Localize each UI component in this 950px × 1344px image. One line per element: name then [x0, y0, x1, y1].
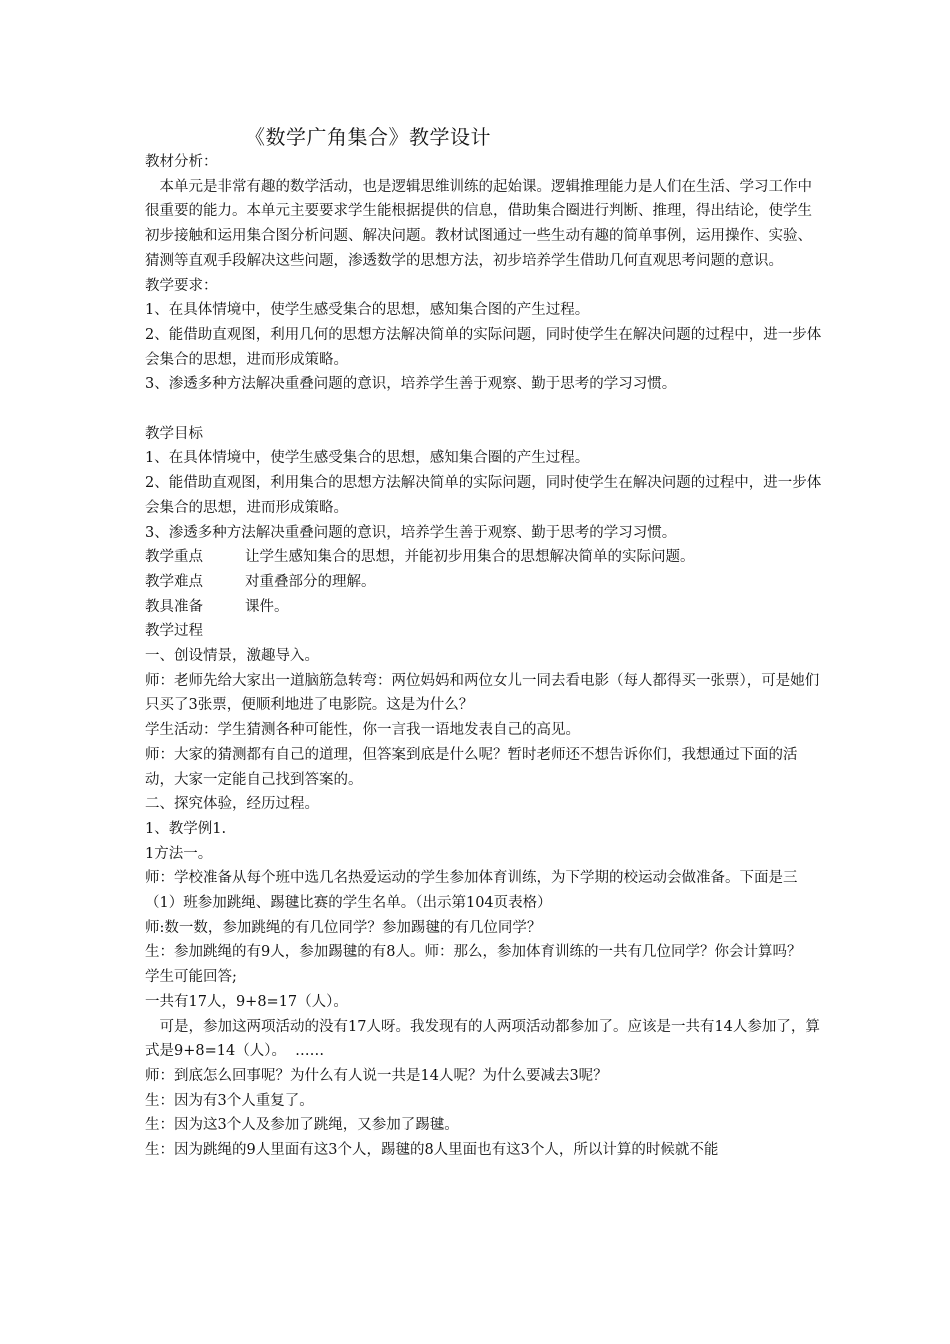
key-points-row	[145, 545, 825, 570]
analysis-heading: 教材分析：	[145, 154, 218, 170]
process-indented-paragraph: 可是，参加这两项活动的没有17人呀。我发现有的人两项活动都参加了。应该是一共有14人参加了，算式是9+8=14（人）。 ……	[145, 1018, 820, 1060]
requirement-item: 1、在具体情境中，使学生感受集合的思想，感知集合图的产生过程。	[145, 302, 590, 319]
document-title: 《数学广角集合》教学设计	[245, 125, 491, 149]
process-line: 1、教学例1.	[145, 820, 227, 837]
tools-label: 教具准备	[145, 598, 203, 615]
difficulty-row	[145, 570, 825, 595]
process-line: 师：学校准备从每个班中选几名热爱运动的学生参加体育训练，为下学期的校运动会做准备。下面是三（1）班参加跳绳、踢毽比赛的学生名单。（出示第104页表格）	[145, 870, 798, 912]
goal-item: 3、渗透多种方法解决重叠问题的意识，培养学生善于观察、勤于思考的学习习惯。	[145, 524, 677, 541]
process-line: 师：到底怎么回事呢？为什么有人说一共是14人呢？为什么要减去3呢？	[145, 1068, 608, 1084]
process-line: 师：大家的猜测都有自己的道理，但答案到底是什么呢？暂时老师还不想告诉你们，我想通过下面的活动，大家一定能自己找到答案的。	[145, 746, 798, 788]
tools-text: 课件。	[245, 598, 289, 615]
process-line: 师：老师先给大家出一道脑筋急转弯：两位妈妈和两位女儿一同去看电影（每人都得买一张票），可是她们只买了3张票，便顺利地进了电影院。这是为什么？	[145, 672, 820, 714]
requirement-item: 2、能借助直观图，利用几何的思想方法解决简单的实际问题，同时使学生在解决问题的过程中，进一步体会集合的思想，进而形成策略。	[145, 326, 822, 368]
process-line: 学生可能回答;	[145, 969, 237, 986]
tools-row	[145, 595, 825, 620]
goal-item: 1、在具体情境中，使学生感受集合的思想，感知集合圈的产生过程。	[145, 450, 590, 467]
key-points-text: 让学生感知集合的思想，并能初步用集合的思想解决简单的实际问题。	[245, 549, 695, 566]
analysis-text: 本单元是非常有趣的数学活动，也是逻辑思维训练的起始课。逻辑推理能力是人们在生活、学习工作中很重要的能力。本单元主要要求学生能根据提供的信息，借助集合圈进行判断、推理，得出结论，使学生初步接触和运用集合图分析问题、解决问题。教材试图通过一些生动有趣的简单事例，运用操作、实验、猜测等直观手段解决这些问题，渗透数学的思想方法，初步培养学生借助几何直观思考问题的意识。	[145, 178, 812, 269]
process-line: 二、探究体验，经历过程。	[145, 796, 319, 813]
difficulty-text: 对重叠部分的理解。	[245, 573, 376, 590]
process-line: 生：因为这3个人及参加了跳绳，又参加了踢毽。	[145, 1117, 459, 1134]
goal-item: 2、能借助直观图，利用集合的思想方法解决简单的实际问题，同时使学生在解决问题的过程中，进一步体会集合的思想，进而形成策略。	[145, 475, 822, 516]
process-line: 生：因为跳绳的9人里面有这3个人，踢毽的8人里面也有这3个人，所以计算的时候就不能	[145, 1142, 719, 1159]
process-line: 生：因为有3个人重复了。	[145, 1092, 314, 1109]
requirement-item: 3、渗透多种方法解决重叠问题的意识，培养学生善于观察、勤于思考的学习习惯。	[145, 376, 677, 393]
blank-line	[145, 397, 825, 422]
process-line: 学生活动：学生猜测各种可能性，你一言我一语地发表自己的高见。	[145, 722, 580, 739]
difficulty-label: 教学难点	[145, 573, 203, 590]
document-body	[145, 150, 825, 1163]
goals-heading: 教学目标	[145, 425, 203, 442]
process-line: 一共有17人，9+8=17（人）。	[145, 993, 348, 1010]
process-line: 生：参加跳绳的有9人，参加踢毽的有8人。师：那么，参加体育训练的一共有几位同学？你会计算吗？	[145, 944, 802, 961]
requirements-heading: 教学要求：	[145, 277, 218, 294]
key-points-label: 教学重点	[145, 549, 203, 566]
process-line: 1方法一。	[145, 845, 213, 862]
process-heading: 教学过程	[145, 623, 203, 640]
process-line: 师:数一数，参加跳绳的有几位同学？参加踢毽的有几位同学？	[145, 919, 542, 936]
process-line: 一、创设情景，激趣导入。	[145, 648, 319, 665]
